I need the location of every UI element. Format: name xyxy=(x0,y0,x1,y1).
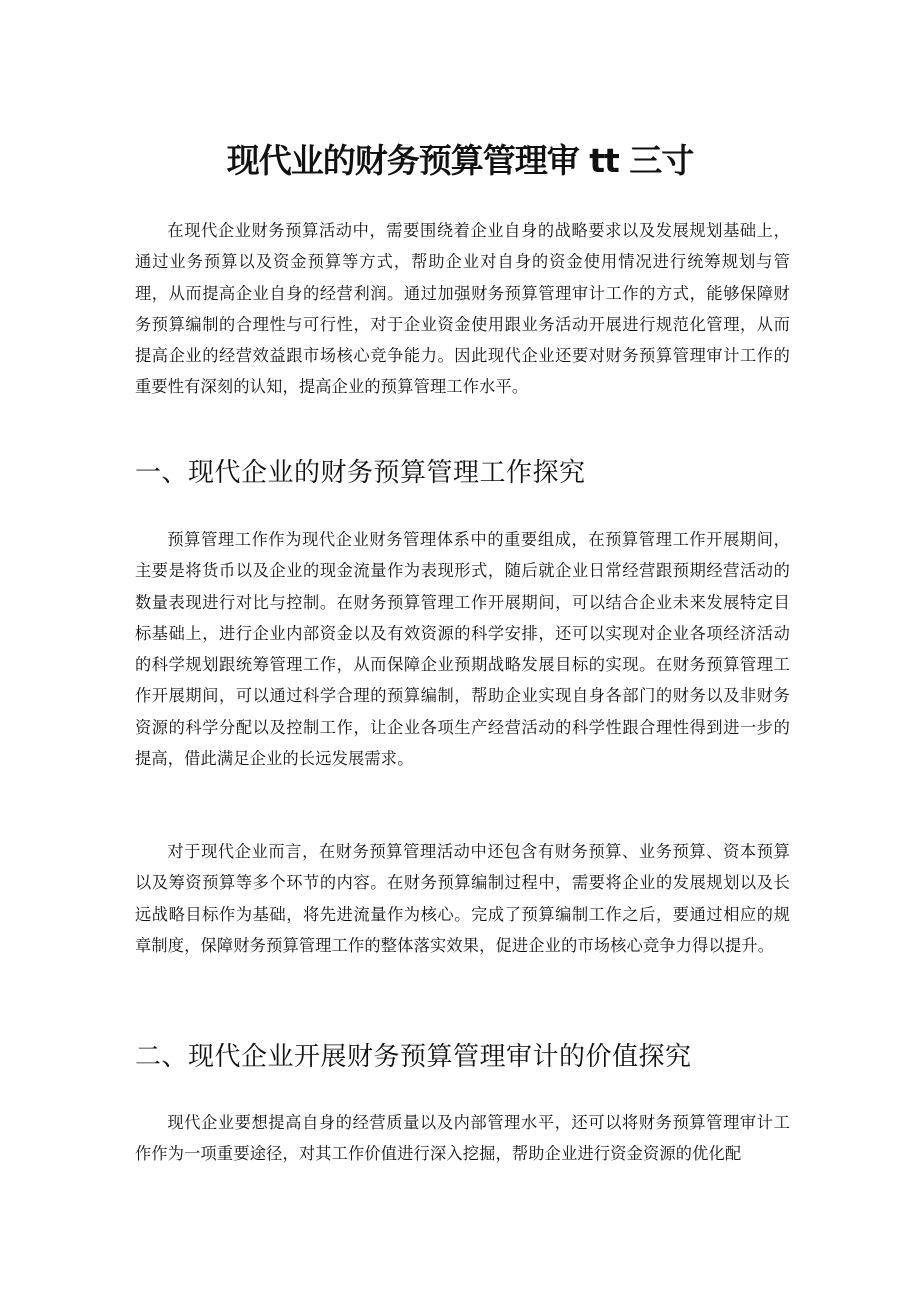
document-title: 现代业的财务预算管理审 tt 三寸 xyxy=(226,141,694,180)
section-1-heading: 一、现代企业的财务预算管理工作探究 xyxy=(135,458,586,488)
section-1-paragraph-2: 对于现代企业而言，在财务预算管理活动中还包含有财务预算、业务预算、资本预算以及筹资预算等多个环节的内容。在财务预算编制过程中，需要将企业的发展规划以及长远战略目标作为基础，将先进流量作为核心。完成了预算编制工作之后，要通过相应的规章制度，保障财务预算管理工作的整体落实效果，促进企业的市场核心竞争力得以提升。 xyxy=(135,842,790,955)
section-2-paragraph-1: 现代企业要想提高自身的经营质量以及内部管理水平，还可以将财务预算管理审计工作作为一项重要途径，对其工作价值进行深入挖掘，帮助企业进行资金资源的优化配 xyxy=(135,1113,790,1164)
section-1-paragraph-1: 预算管理工作作为现代企业财务管理体系中的重要组成，在预算管理工作开展期间，主要是将货币以及企业的现金流量作为表现形式，随后就企业日常经营跟预期经营活动的数量表现进行对比与控制。在财务预算管理工作开展期间，可以结合企业未来发展特定目标基础上，进行企业内部资金以及有效资源的科学安排，还可以实现对企业各项经济活动的科学规划跟统筹管理工作，从而保障企业预期战略发展目标的实现。在财务预算管理工作开展期间，可以通过科学合理的预算编制，帮助企业实现自身各部门的财务以及非财务资源的科学分配以及控制工作，让企业各项生产经营活动的科学性跟合理性得到进一步的提高，借此满足企业的长远发展需求。 xyxy=(135,530,790,769)
intro-paragraph: 在现代企业财务预算活动中，需要围绕着企业自身的战略要求以及发展规划基础上，通过业务预算以及资金预算等方式，帮助企业对自身的资金使用情况进行统筹规划与管理，从而提高企业自身的经营利润。通过加强财务预算管理审计工作的方式，能够保障财务预算编制的合理性与可行性，对于企业资金使用跟业务活动开展进行规范化管理，从而提高企业的经营效益跟市场核心竞争能力。因此现代企业还要对财务预算管理审计工作的重要性有深刻的认知，提高企业的预算管理工作水平。 xyxy=(135,221,790,397)
section-2-heading: 二、现代企业开展财务预算管理审计的价值探究 xyxy=(135,1042,692,1072)
